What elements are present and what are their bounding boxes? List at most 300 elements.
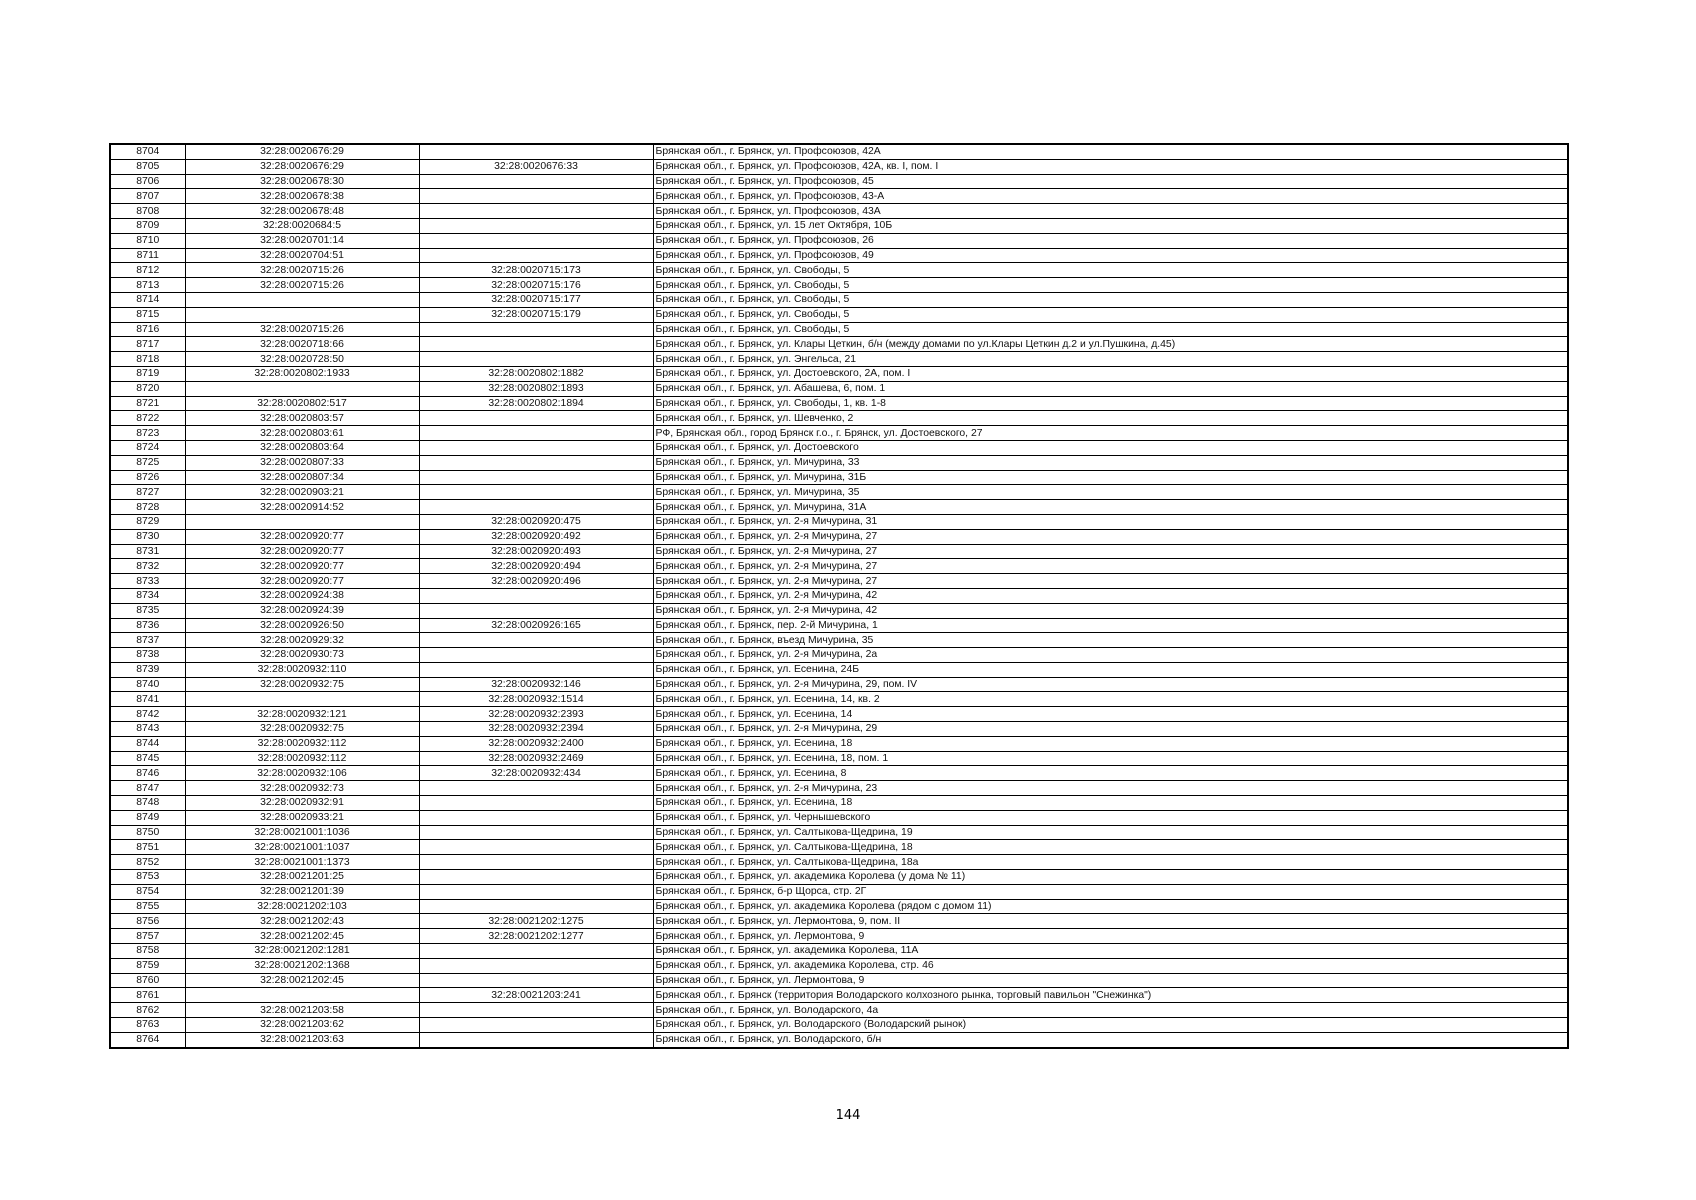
row-number-cell: 8738 [110,648,185,663]
cadastral-number-cell: 32:28:0020715:26 [185,263,419,278]
cadastral-number-cell: 32:28:0020678:48 [185,204,419,219]
cadastral-number-cell: 32:28:0020728:50 [185,352,419,367]
cadastral-number-cell: 32:28:0020684:5 [185,218,419,233]
premises-cadastral-number-cell [419,337,653,352]
row-number-cell: 8719 [110,366,185,381]
table-row [110,352,1568,367]
premises-cadastral-number-cell [419,485,653,500]
cadastral-number-cell: 32:28:0020678:30 [185,174,419,189]
premises-cadastral-number-cell: 32:28:0020920:493 [419,544,653,559]
row-number-cell: 8708 [110,204,185,219]
address-cell: Брянская обл., г. Брянск, ул. Есенина, 24Б [653,662,1568,677]
table-row [110,366,1568,381]
cadastral-number-cell: 32:28:0021203:58 [185,1003,419,1018]
table-row [110,766,1568,781]
row-number-cell: 8741 [110,692,185,707]
row-number-cell: 8734 [110,588,185,603]
premises-cadastral-number-cell: 32:28:0020920:496 [419,574,653,589]
address-cell: Брянская обл., г. Брянск (территория Володарского колхозного рынка, торговый павильон "Снежинка") [653,988,1568,1003]
table-row [110,514,1568,529]
row-number-cell: 8722 [110,411,185,426]
table-row [110,603,1568,618]
address-cell: Брянская обл., г. Брянск, ул. академика Королева (рядом с домом 11) [653,899,1568,914]
address-cell: Брянская обл., г. Брянск, ул. Свободы, 5 [653,322,1568,337]
premises-cadastral-number-cell [419,899,653,914]
cadastral-number-cell: 32:28:0021201:25 [185,870,419,885]
table-row [110,707,1568,722]
table-row [110,411,1568,426]
row-number-cell: 8716 [110,322,185,337]
table-row [110,337,1568,352]
cadastral-number-cell: 32:28:0020903:21 [185,485,419,500]
premises-cadastral-number-cell: 32:28:0020715:173 [419,263,653,278]
table-row [110,396,1568,411]
table-row [110,278,1568,293]
address-cell: Брянская обл., г. Брянск, ул. Салтыкова-Щедрина, 18а [653,855,1568,870]
table-row [110,189,1568,204]
row-number-cell: 8707 [110,189,185,204]
premises-cadastral-number-cell [419,973,653,988]
row-number-cell: 8710 [110,233,185,248]
premises-cadastral-number-cell [419,1032,653,1047]
row-number-cell: 8740 [110,677,185,692]
row-number-cell: 8711 [110,248,185,263]
table-row [110,810,1568,825]
premises-cadastral-number-cell [419,144,653,159]
row-number-cell: 8704 [110,144,185,159]
row-number-cell: 8717 [110,337,185,352]
address-cell: Брянская обл., г. Брянск, ул. Есенина, 18 [653,736,1568,751]
cadastral-number-cell: 32:28:0020932:75 [185,722,419,737]
table-row [110,1032,1568,1047]
table-row [110,588,1568,603]
address-cell: Брянская обл., г. Брянск, ул. Володарского, 4а [653,1003,1568,1018]
row-number-cell: 8733 [110,574,185,589]
table-row [110,307,1568,322]
premises-cadastral-number-cell [419,781,653,796]
premises-cadastral-number-cell [419,796,653,811]
address-cell: Брянская обл., г. Брянск, ул. Энгельса, 21 [653,352,1568,367]
row-number-cell: 8750 [110,825,185,840]
cadastral-number-cell: 32:28:0020932:91 [185,796,419,811]
table-row [110,559,1568,574]
cadastral-number-cell: 32:28:0021001:1036 [185,825,419,840]
cadastral-number-cell: 32:28:0021203:63 [185,1032,419,1047]
row-number-cell: 8735 [110,603,185,618]
address-cell: Брянская обл., г. Брянск, ул. Есенина, 8 [653,766,1568,781]
cadastral-number-cell: 32:28:0020676:29 [185,159,419,174]
cadastral-number-cell: 32:28:0021202:43 [185,914,419,929]
premises-cadastral-number-cell [419,233,653,248]
cadastral-number-cell [185,988,419,1003]
premises-cadastral-number-cell: 32:28:0020802:1893 [419,381,653,396]
premises-cadastral-number-cell: 32:28:0020715:179 [419,307,653,322]
address-cell: Брянская обл., г. Брянск, ул. 2-я Мичурина, 42 [653,603,1568,618]
premises-cadastral-number-cell: 32:28:0020715:176 [419,278,653,293]
address-cell: Брянская обл., г. Брянск, ул. Профсоюзов, 43-А [653,189,1568,204]
row-number-cell: 8749 [110,810,185,825]
premises-cadastral-number-cell [419,204,653,219]
row-number-cell: 8754 [110,884,185,899]
cadastral-number-cell: 32:28:0021203:62 [185,1018,419,1033]
address-cell: Брянская обл., г. Брянск, ул. Есенина, 14, кв. 2 [653,692,1568,707]
cadastral-number-cell: 32:28:0020930:73 [185,648,419,663]
premises-cadastral-number-cell [419,944,653,959]
premises-cadastral-number-cell: 32:28:0020920:494 [419,559,653,574]
table-row [110,204,1568,219]
address-cell: Брянская обл., г. Брянск, ул. Володарского (Володарский рынок) [653,1018,1568,1033]
premises-cadastral-number-cell [419,603,653,618]
row-number-cell: 8763 [110,1018,185,1033]
address-cell: Брянская обл., г. Брянск, ул. Лермонтова, 9, пом. II [653,914,1568,929]
cadastral-number-cell: 32:28:0020920:77 [185,559,419,574]
address-cell: РФ, Брянская обл., город Брянск г.о., г. Брянск, ул. Достоевского, 27 [653,426,1568,441]
address-cell: Брянская обл., г. Брянск, ул. Профсоюзов, 43А [653,204,1568,219]
premises-cadastral-number-cell [419,870,653,885]
table-row [110,870,1568,885]
cadastral-number-cell: 32:28:0020920:77 [185,544,419,559]
cadastral-number-cell: 32:28:0020924:39 [185,603,419,618]
premises-cadastral-number-cell [419,840,653,855]
row-number-cell: 8736 [110,618,185,633]
table-row [110,233,1568,248]
table-row [110,218,1568,233]
cadastral-number-cell [185,381,419,396]
address-cell: Брянская обл., г. Брянск, ул. Салтыкова-Щедрина, 19 [653,825,1568,840]
row-number-cell: 8737 [110,633,185,648]
row-number-cell: 8744 [110,736,185,751]
table-row [110,263,1568,278]
row-number-cell: 8730 [110,529,185,544]
row-number-cell: 8742 [110,707,185,722]
address-cell: Брянская обл., г. Брянск, ул. Профсоюзов, 26 [653,233,1568,248]
cadastral-number-cell [185,514,419,529]
table-row [110,633,1568,648]
address-cell: Брянская обл., г. Брянск, ул. Абашева, 6, пом. 1 [653,381,1568,396]
row-number-cell: 8721 [110,396,185,411]
table-row [110,662,1568,677]
cadastral-number-cell: 32:28:0020933:21 [185,810,419,825]
cadastral-number-cell: 32:28:0020926:50 [185,618,419,633]
address-cell: Брянская обл., г. Брянск, ул. Свободы, 5 [653,278,1568,293]
premises-cadastral-number-cell [419,455,653,470]
cadastral-number-cell: 32:28:0020718:66 [185,337,419,352]
address-cell: Брянская обл., г. Брянск, ул. Профсоюзов, 42А [653,144,1568,159]
row-number-cell: 8726 [110,470,185,485]
premises-cadastral-number-cell [419,958,653,973]
address-cell: Брянская обл., г. Брянск, ул. Профсоюзов, 49 [653,248,1568,263]
row-number-cell: 8753 [110,870,185,885]
row-number-cell: 8732 [110,559,185,574]
table-row [110,292,1568,307]
address-cell: Брянская обл., г. Брянск, ул. Салтыкова-Щедрина, 18 [653,840,1568,855]
address-cell: Брянская обл., г. Брянск, ул. Свободы, 5 [653,263,1568,278]
table-row [110,736,1568,751]
address-cell: Брянская обл., г. Брянск, ул. 2-я Мичурина, 2а [653,648,1568,663]
address-cell: Брянская обл., г. Брянск, ул. 2-я Мичурина, 29, пом. IV [653,677,1568,692]
cadastral-number-cell: 32:28:0020932:121 [185,707,419,722]
premises-cadastral-number-cell: 32:28:0020932:146 [419,677,653,692]
address-cell: Брянская обл., г. Брянск, ул. академика Королева, 11А [653,944,1568,959]
cadastral-number-cell: 32:28:0020920:77 [185,529,419,544]
address-cell: Брянская обл., г. Брянск, ул. Есенина, 18 [653,796,1568,811]
row-number-cell: 8725 [110,455,185,470]
premises-cadastral-number-cell: 32:28:0020932:1514 [419,692,653,707]
table-row [110,544,1568,559]
table-row [110,855,1568,870]
premises-cadastral-number-cell [419,500,653,515]
address-cell: Брянская обл., г. Брянск, ул. Есенина, 14 [653,707,1568,722]
address-cell: Брянская обл., г. Брянск, пер. 2-й Мичурина, 1 [653,618,1568,633]
table-row [110,248,1568,263]
cadastral-number-cell: 32:28:0020932:73 [185,781,419,796]
cadastral-number-cell: 32:28:0021202:1281 [185,944,419,959]
table-row [110,485,1568,500]
premises-cadastral-number-cell: 32:28:0020802:1894 [419,396,653,411]
premises-cadastral-number-cell: 32:28:0020932:2394 [419,722,653,737]
premises-cadastral-number-cell: 32:28:0020676:33 [419,159,653,174]
address-cell: Брянская обл., г. Брянск, въезд Мичурина, 35 [653,633,1568,648]
premises-cadastral-number-cell [419,662,653,677]
cadastral-number-cell: 32:28:0020803:57 [185,411,419,426]
cadastral-number-cell: 32:28:0020715:26 [185,278,419,293]
address-cell: Брянская обл., г. Брянск, ул. Достоевского, 2А, пом. I [653,366,1568,381]
premises-cadastral-number-cell: 32:28:0020932:2393 [419,707,653,722]
cadastral-number-cell: 32:28:0020803:61 [185,426,419,441]
cadastral-number-cell: 32:28:0020704:51 [185,248,419,263]
row-number-cell: 8751 [110,840,185,855]
address-cell: Брянская обл., г. Брянск, ул. 2-я Мичурина, 27 [653,544,1568,559]
premises-cadastral-number-cell [419,440,653,455]
row-number-cell: 8715 [110,307,185,322]
row-number-cell: 8760 [110,973,185,988]
address-cell: Брянская обл., г. Брянск, ул. Мичурина, 31А [653,500,1568,515]
address-cell: Брянская обл., г. Брянск, ул. Профсоюзов, 45 [653,174,1568,189]
address-cell: Брянская обл., г. Брянск, ул. Мичурина, 33 [653,455,1568,470]
address-cell: Брянская обл., г. Брянск, ул. Лермонтова, 9 [653,929,1568,944]
cadastral-number-cell: 32:28:0020924:38 [185,588,419,603]
premises-cadastral-number-cell [419,810,653,825]
address-cell: Брянская обл., г. Брянск, ул. Шевченко, 2 [653,411,1568,426]
premises-cadastral-number-cell [419,1003,653,1018]
cadastral-number-cell: 32:28:0021001:1373 [185,855,419,870]
table-row [110,840,1568,855]
premises-cadastral-number-cell [419,322,653,337]
cadastral-number-cell: 32:28:0020932:106 [185,766,419,781]
table-row [110,958,1568,973]
premises-cadastral-number-cell [419,218,653,233]
address-cell: Брянская обл., г. Брянск, ул. Свободы, 1, кв. 1-8 [653,396,1568,411]
cadastral-number-cell: 32:28:0020802:1933 [185,366,419,381]
table-row [110,426,1568,441]
table-row [110,1003,1568,1018]
premises-cadastral-number-cell [419,855,653,870]
cadastral-number-cell [185,692,419,707]
cadastral-number-cell: 32:28:0021202:45 [185,929,419,944]
cadastral-number-cell [185,307,419,322]
row-number-cell: 8706 [110,174,185,189]
premises-cadastral-number-cell: 32:28:0021202:1277 [419,929,653,944]
table-row [110,884,1568,899]
address-cell: Брянская обл., г. Брянск, ул. Профсоюзов, 42А, кв. I, пом. I [653,159,1568,174]
row-number-cell: 8728 [110,500,185,515]
premises-cadastral-number-cell [419,411,653,426]
cadastral-number-cell: 32:28:0020932:110 [185,662,419,677]
address-cell: Брянская обл., г. Брянск, ул. 2-я Мичурина, 29 [653,722,1568,737]
address-cell: Брянская обл., г. Брянск, ул. 2-я Мичурина, 27 [653,559,1568,574]
table-row [110,781,1568,796]
row-number-cell: 8755 [110,899,185,914]
premises-cadastral-number-cell: 32:28:0021203:241 [419,988,653,1003]
table-row [110,574,1568,589]
premises-cadastral-number-cell: 32:28:0020920:475 [419,514,653,529]
address-cell: Брянская обл., г. Брянск, ул. академика Королева, стр. 46 [653,958,1568,973]
table-row [110,470,1568,485]
table-row [110,751,1568,766]
cadastral-number-cell: 32:28:0020802:517 [185,396,419,411]
table-row [110,677,1568,692]
address-cell: Брянская обл., г. Брянск, ул. Володарского, б/н [653,1032,1568,1047]
cadastral-number-cell: 32:28:0020932:75 [185,677,419,692]
address-cell: Брянская обл., г. Брянск, ул. 2-я Мичурина, 31 [653,514,1568,529]
row-number-cell: 8739 [110,662,185,677]
address-cell: Брянская обл., г. Брянск, ул. 2-я Мичурина, 23 [653,781,1568,796]
premises-cadastral-number-cell [419,248,653,263]
cadastral-number-cell: 32:28:0020807:33 [185,455,419,470]
address-cell: Брянская обл., г. Брянск, ул. Чернышевского [653,810,1568,825]
table-row [110,1018,1568,1033]
table-row [110,899,1568,914]
row-number-cell: 8752 [110,855,185,870]
row-number-cell: 8759 [110,958,185,973]
address-cell: Брянская обл., г. Брянск, ул. академика Королева (у дома № 11) [653,870,1568,885]
table-row [110,618,1568,633]
row-number-cell: 8747 [110,781,185,796]
table-row [110,322,1568,337]
premises-cadastral-number-cell: 32:28:0020926:165 [419,618,653,633]
cadastral-number-cell: 32:28:0020715:26 [185,322,419,337]
cadastral-number-cell: 32:28:0021201:39 [185,884,419,899]
row-number-cell: 8720 [110,381,185,396]
address-cell: Брянская обл., г. Брянск, ул. 15 лет Октября, 10Б [653,218,1568,233]
table-row [110,144,1568,159]
premises-cadastral-number-cell [419,633,653,648]
row-number-cell: 8723 [110,426,185,441]
table-row [110,174,1568,189]
table-row [110,988,1568,1003]
premises-cadastral-number-cell [419,588,653,603]
table-row [110,648,1568,663]
address-cell: Брянская обл., г. Брянск, ул. 2-я Мичурина, 27 [653,574,1568,589]
address-cell: Брянская обл., г. Брянск, ул. Есенина, 18, пом. 1 [653,751,1568,766]
row-number-cell: 8724 [110,440,185,455]
table-row [110,929,1568,944]
premises-cadastral-number-cell [419,470,653,485]
row-number-cell: 8748 [110,796,185,811]
table-row [110,381,1568,396]
premises-cadastral-number-cell [419,884,653,899]
row-number-cell: 8746 [110,766,185,781]
cadastral-number-cell: 32:28:0020676:29 [185,144,419,159]
row-number-cell: 8761 [110,988,185,1003]
table-row [110,722,1568,737]
address-cell: Брянская обл., г. Брянск, ул. Достоевского [653,440,1568,455]
table-row [110,973,1568,988]
address-cell: Брянская обл., г. Брянск, ул. Мичурина, 35 [653,485,1568,500]
table-row [110,692,1568,707]
address-cell: Брянская обл., г. Брянск, ул. Свободы, 5 [653,307,1568,322]
table-row [110,944,1568,959]
address-cell: Брянская обл., г. Брянск, ул. Свободы, 5 [653,292,1568,307]
row-number-cell: 8762 [110,1003,185,1018]
cadastral-number-cell: 32:28:0020678:38 [185,189,419,204]
row-number-cell: 8713 [110,278,185,293]
premises-cadastral-number-cell: 32:28:0020920:492 [419,529,653,544]
row-number-cell: 8756 [110,914,185,929]
address-cell: Брянская обл., г. Брянск, ул. Мичурина, 31Б [653,470,1568,485]
row-number-cell: 8729 [110,514,185,529]
row-number-cell: 8743 [110,722,185,737]
premises-cadastral-number-cell: 32:28:0020932:434 [419,766,653,781]
row-number-cell: 8714 [110,292,185,307]
registry-table-body [110,144,1568,1048]
address-cell: Брянская обл., г. Брянск, ул. Лермонтова, 9 [653,973,1568,988]
table-row [110,796,1568,811]
cadastral-number-cell: 32:28:0020932:112 [185,736,419,751]
table-row [110,529,1568,544]
cadastral-number-cell: 32:28:0020929:32 [185,633,419,648]
premises-cadastral-number-cell [419,189,653,204]
address-cell: Брянская обл., г. Брянск, ул. 2-я Мичурина, 42 [653,588,1568,603]
page-number: 144 [835,1108,861,1123]
table-row [110,159,1568,174]
premises-cadastral-number-cell [419,1018,653,1033]
row-number-cell: 8745 [110,751,185,766]
address-cell: Брянская обл., г. Брянск, ул. Клары Цеткин, б/н (между домами по ул.Клары Цеткин д.2 и ул.Пушкина, д.45) [653,337,1568,352]
premises-cadastral-number-cell [419,352,653,367]
table-row [110,455,1568,470]
cadastral-number-cell: 32:28:0021202:45 [185,973,419,988]
table-row [110,914,1568,929]
cadastral-number-cell: 32:28:0021202:103 [185,899,419,914]
premises-cadastral-number-cell [419,825,653,840]
cadastral-number-cell: 32:28:0020914:52 [185,500,419,515]
cadastral-number-cell: 32:28:0021001:1037 [185,840,419,855]
row-number-cell: 8727 [110,485,185,500]
cadastral-number-cell: 32:28:0020932:112 [185,751,419,766]
row-number-cell: 8764 [110,1032,185,1047]
address-cell: Брянская обл., г. Брянск, ул. 2-я Мичурина, 27 [653,529,1568,544]
row-number-cell: 8758 [110,944,185,959]
row-number-cell: 8712 [110,263,185,278]
cadastral-number-cell: 32:28:0020807:34 [185,470,419,485]
row-number-cell: 8705 [110,159,185,174]
premises-cadastral-number-cell [419,648,653,663]
premises-cadastral-number-cell [419,426,653,441]
cadastral-number-cell: 32:28:0020803:64 [185,440,419,455]
premises-cadastral-number-cell: 32:28:0020932:2469 [419,751,653,766]
registry-table [109,143,1569,1049]
row-number-cell: 8731 [110,544,185,559]
cadastral-number-cell: 32:28:0020701:14 [185,233,419,248]
premises-cadastral-number-cell [419,174,653,189]
row-number-cell: 8718 [110,352,185,367]
premises-cadastral-number-cell: 32:28:0020932:2400 [419,736,653,751]
row-number-cell: 8709 [110,218,185,233]
premises-cadastral-number-cell: 32:28:0020802:1882 [419,366,653,381]
row-number-cell: 8757 [110,929,185,944]
table-row [110,440,1568,455]
